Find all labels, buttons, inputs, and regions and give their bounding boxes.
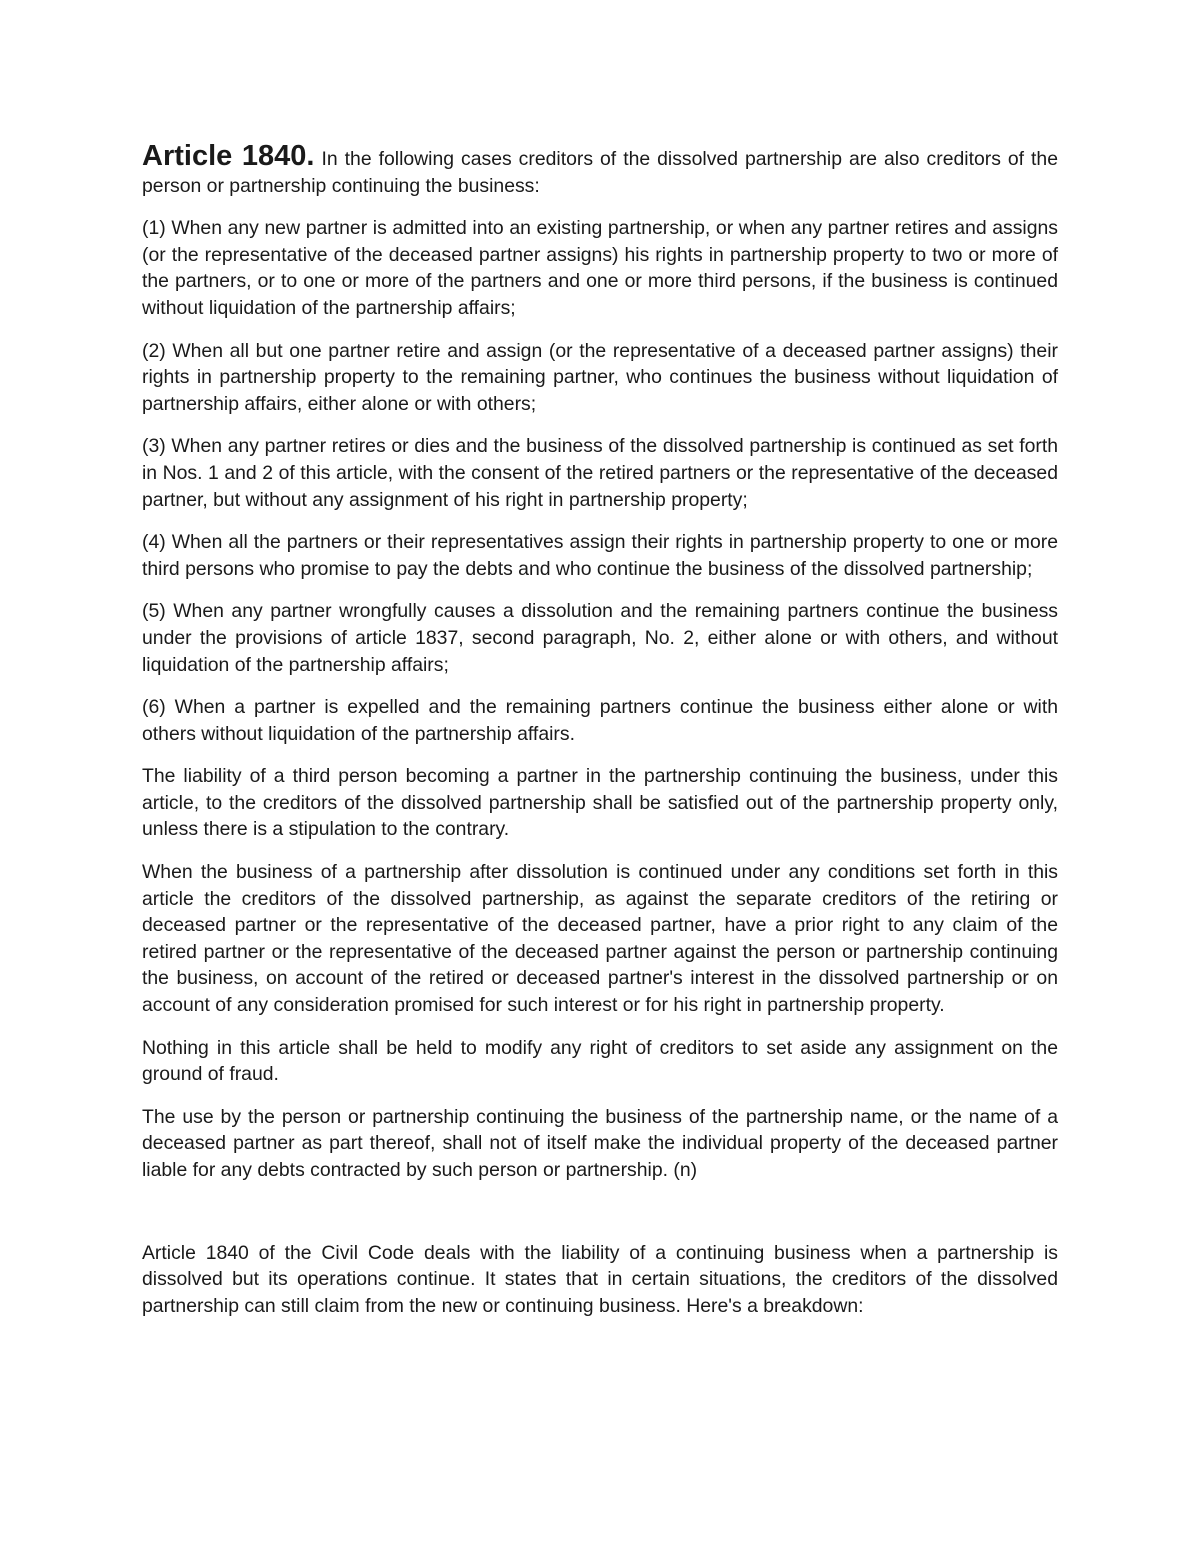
prior-right-paragraph: When the business of a partnership after dissolution is continued under any conditions set forth in this article the creditors of the dissolved partnership, as against the separate creditors of the retiring or deceased partner or the representative of the deceased partner, have a prior right to any claim of the retired partner or the representative of the deceased partner against the person or partnership continuing the business, on account of the retired or deceased partner's interest in the dissolved partnership or on account of any consideration promised for such interest or for his right in partnership property. xyxy=(142,861,1058,1017)
article-intro: In the following cases creditors of the dissolved partnership are also creditors of the person or partnership continuing the business: xyxy=(142,148,1059,197)
case-1: (1) When any new partner is admitted into an existing partnership, or when any partner retires and assigns (or the representative of the deceased partner assigns) his rights in partnership property to two or more of the partners, or to one or more of the partners and one or more third persons, if the business is continued without liquidation of the partnership affairs; xyxy=(142,217,1058,319)
case-2: (2) When all but one partner retire and assign (or the representative of a deceased partner assigns) their rights in partnership property to the remaining partner, who continues the business without liquidation of partnership affairs, either alone or with others; xyxy=(142,339,1058,415)
document-page xyxy=(142,140,1059,1335)
case-4: (4) When all the partners or their representatives assign their rights in partnership property to one or more third persons who promise to pay the debts and who continue the business of the dissolved partnership; xyxy=(142,531,1058,580)
case-3: (3) When any partner retires or dies and the business of the dissolved partnership is continued as set forth in Nos. 1 and 2 of this article, with the consent of the retired partners or the representative of the deceased partner, but without any assignment of his right in partnership property; xyxy=(142,435,1058,511)
case-6: (6) When a partner is expelled and the remaining partners continue the business either alone or with others without liquidation of the partnership affairs. xyxy=(142,696,1058,745)
article-intro-paragraph xyxy=(142,140,1059,199)
commentary-paragraph: Article 1840 of the Civil Code deals with the liability of a continuing business when a partnership is dissolved but its operations continue. It states that in certain situations, the creditors of the dissolved partnership can still claim from the new or continuing business. Here's a breakdown: xyxy=(142,1241,1058,1317)
case-5: (5) When any partner wrongfully causes a dissolution and the remaining partners continue the business under the provisions of article 1837, second paragraph, No. 2, either alone or with others, and without liquidation of the partnership affairs; xyxy=(142,600,1058,676)
blank-line xyxy=(142,1200,1058,1240)
article-heading: Article 1840. xyxy=(142,140,315,172)
partnership-name-paragraph: The use by the person or partnership continuing the business of the partnership name, or the name of a deceased partner as part thereof, shall not of itself make the individual property of the deceased partner liable for any debts contracted by such person or partnership. (n) xyxy=(142,1105,1058,1181)
liability-paragraph: The liability of a third person becoming a partner in the partnership continuing the business, under this article, to the creditors of the dissolved partnership shall be satisfied out of the partnership property only, unless there is a stipulation to the contrary. xyxy=(142,765,1058,841)
fraud-paragraph: Nothing in this article shall be held to modify any right of creditors to set aside any assignment on the ground of fraud. xyxy=(142,1036,1058,1086)
